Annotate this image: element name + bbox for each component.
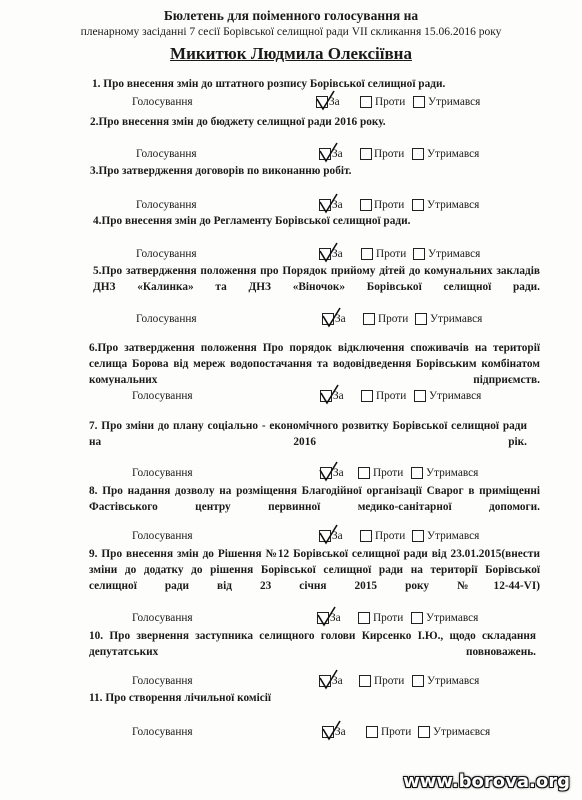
vote-abstain-label: Утримався <box>427 199 480 211</box>
vote-against-label: Проти <box>378 313 409 325</box>
vote-abstain-label: Утримався <box>427 148 480 160</box>
vote-against-checkbox[interactable] <box>360 530 372 542</box>
vote-against-checkbox[interactable] <box>360 199 372 211</box>
vote-against-checkbox[interactable] <box>361 248 373 260</box>
vote-against-label: Проти <box>375 96 406 108</box>
vote-row-2 <box>136 148 536 164</box>
voter-name: Микитюк Людмила Олексіївна <box>170 44 412 63</box>
vote-label: Голосування <box>136 199 197 211</box>
ballot-title: Бюлетень для поіменного голосування на <box>163 8 419 23</box>
vote-against-label: Проти <box>373 612 404 624</box>
vote-abstain-checkbox[interactable] <box>413 248 425 260</box>
question-6: 6.Про затвердження положення Про порядок відключення споживачів на території селища Борова від мереж водопостачання та водовідведення Борівським комбінатом комунальних підприємств. <box>89 342 540 386</box>
vote-abstain-checkbox[interactable] <box>418 726 430 738</box>
vote-row-10 <box>132 675 532 691</box>
vote-label: Голосування <box>132 675 193 687</box>
vote-abstain-label: Утримаєвся <box>433 726 491 738</box>
vote-row-7 <box>132 467 532 483</box>
vote-label: Голосування <box>132 726 193 738</box>
vote-abstain-checkbox[interactable] <box>412 675 424 687</box>
vote-abstain-label: Утримався <box>430 313 483 325</box>
vote-abstain-checkbox[interactable] <box>414 390 426 402</box>
site-watermark: www.borova.org <box>403 771 570 792</box>
vote-against-checkbox[interactable] <box>358 612 370 624</box>
vote-for-label: За <box>332 248 343 260</box>
vote-against-checkbox[interactable] <box>366 726 378 738</box>
vote-label: Голосування <box>132 467 193 479</box>
vote-abstain-label: Утримався <box>427 530 480 542</box>
vote-row-11 <box>132 726 532 742</box>
vote-abstain-label: Утримався <box>428 248 481 260</box>
vote-against-label: Проти <box>376 248 407 260</box>
vote-abstain-checkbox[interactable] <box>415 313 427 325</box>
vote-label: Голосування <box>136 148 197 160</box>
vote-against-checkbox[interactable] <box>360 96 372 108</box>
vote-against-label: Проти <box>375 530 406 542</box>
vote-against-label: Проти <box>374 199 405 211</box>
question-3: 3.Про затвердження договорів по виконанню робіт. <box>90 165 352 177</box>
vote-for-label: За <box>335 313 346 325</box>
vote-abstain-label: Утримався <box>428 96 481 108</box>
question-11: 11. Про створення лічильної комісії <box>89 692 272 704</box>
vote-against-checkbox[interactable] <box>363 313 375 325</box>
vote-for-label: За <box>333 467 344 479</box>
vote-against-label: Проти <box>373 467 404 479</box>
vote-against-label: Проти <box>376 390 407 402</box>
vote-against-checkbox[interactable] <box>360 148 372 160</box>
vote-label: Голосування <box>132 612 193 624</box>
vote-against-label: Проти <box>374 148 405 160</box>
vote-row-6 <box>132 390 532 406</box>
vote-abstain-label: Утримався <box>427 675 480 687</box>
vote-for-label: За <box>333 390 344 402</box>
vote-row-9 <box>132 612 532 628</box>
vote-against-label: Проти <box>381 726 412 738</box>
question-7: 7. Про зміни до плану соціально - економічного розвитку Борівської селищної ради на 2016 рік. <box>89 420 527 448</box>
vote-row-3 <box>136 199 536 215</box>
vote-label: Голосування <box>132 390 193 402</box>
vote-label: Голосування <box>132 96 193 108</box>
vote-for-label: За <box>332 530 343 542</box>
vote-row-5 <box>136 313 536 329</box>
vote-abstain-label: Утримався <box>426 467 479 479</box>
vote-abstain-checkbox[interactable] <box>411 612 423 624</box>
vote-label: Голосування <box>136 248 197 260</box>
vote-abstain-checkbox[interactable] <box>413 96 425 108</box>
question-1: 1. Про внесення змін до штатного розпису Борівської селищної ради. <box>92 78 446 90</box>
question-9: 9. Про внесення змін до Рішення №12 Борівської селищної ради від 23.01.2015(внести зміни до додатку до рішення Борівської селищної ради на території Борівської селищної ради від 23 січня 2015 року №12-44-VI) <box>89 548 540 592</box>
vote-for-label: За <box>332 148 343 160</box>
vote-abstain-label: Утримався <box>426 612 479 624</box>
vote-label: Голосування <box>132 530 193 542</box>
vote-for-label: За <box>332 675 343 687</box>
question-8: 8. Про надання дозволу на розміщення Благодійної організації Сварог в приміщенні Фастівського центру первинної медико-санітарної допомоги. <box>89 485 540 513</box>
vote-against-checkbox[interactable] <box>358 467 370 479</box>
question-2: 2.Про внесення змін до бюджету селищної ради 2016 року. <box>90 116 386 128</box>
vote-for-label: За <box>329 96 340 108</box>
ballot-subtitle: пленарному засіданні 7 сесії Борівської селищної ради VII скликання 15.06.2016 року <box>80 26 502 38</box>
vote-against-checkbox[interactable] <box>359 675 371 687</box>
vote-abstain-checkbox[interactable] <box>412 199 424 211</box>
vote-for-label: За <box>335 726 346 738</box>
vote-label: Голосування <box>136 313 197 325</box>
vote-abstain-label: Утримався <box>429 390 482 402</box>
question-10: 10. Про звернення заступника селищного голови Кирсенко І.Ю., щодо складання депутатських повноважень. <box>89 630 536 658</box>
vote-abstain-checkbox[interactable] <box>412 530 424 542</box>
vote-abstain-checkbox[interactable] <box>411 467 423 479</box>
vote-against-checkbox[interactable] <box>361 390 373 402</box>
vote-abstain-checkbox[interactable] <box>412 148 424 160</box>
vote-for-label: За <box>332 199 343 211</box>
question-5: 5.Про затвердження положення про Порядок прийому дітей до комунальних закладів ДНЗ «Калинка» та ДНЗ «Віночок» Борівської селищної ради. <box>93 265 540 293</box>
vote-row-4 <box>136 248 536 264</box>
vote-against-label: Проти <box>374 675 405 687</box>
vote-row-1 <box>132 96 532 112</box>
question-4: 4.Про внесення змін до Регламенту Борівської селищної ради. <box>93 215 411 227</box>
vote-row-8 <box>132 530 532 546</box>
vote-for-label: За <box>330 612 341 624</box>
